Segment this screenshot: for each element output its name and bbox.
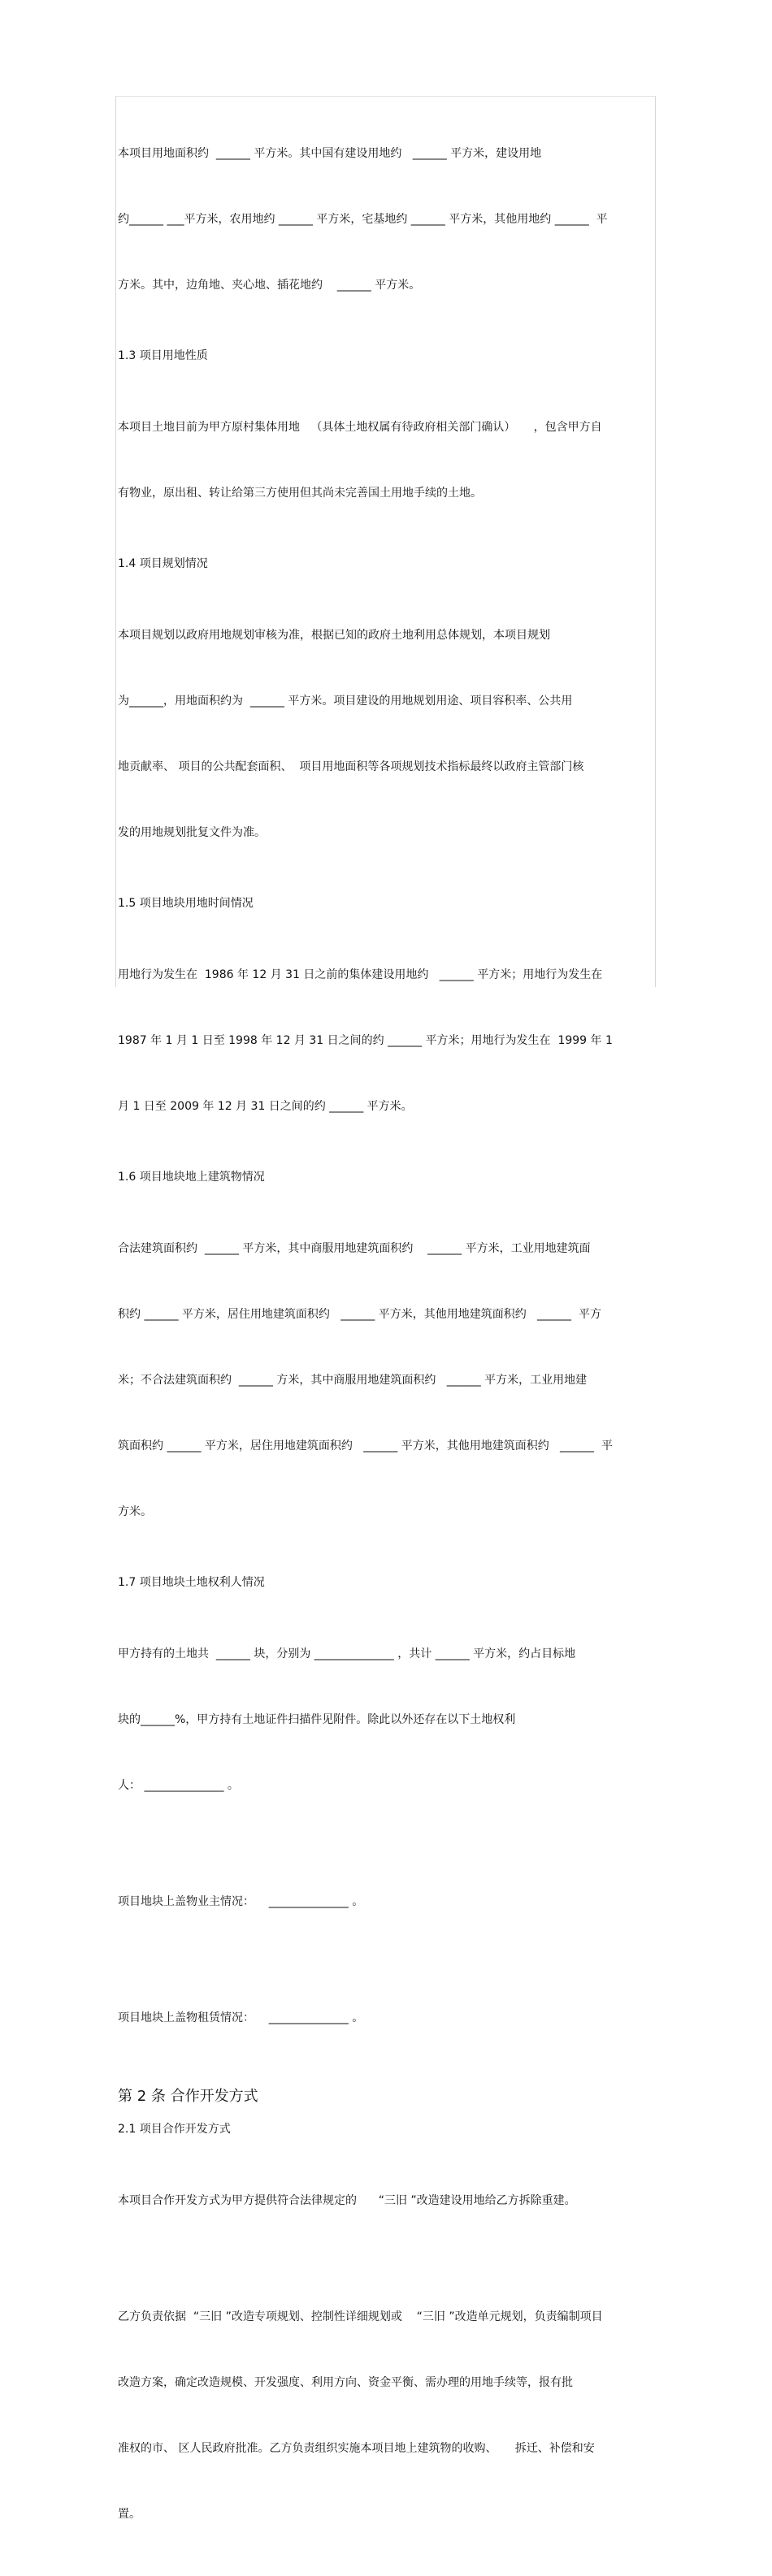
text-line: 改造方案，确定改造规模、开发强度、利用方向、资金平衡、需办理的用地手续等，报有批	[118, 2376, 573, 2389]
text-line: 本项目土地目前为甲方原村集体用地 （具体土地权属有待政府相关部门确认） ，包含甲方自	[118, 421, 602, 434]
text-line: 块的______%，甲方持有土地证件扫描件见附件。除此以外还存在以下土地权利	[118, 1713, 516, 1726]
text-line: 方米。	[118, 1505, 152, 1518]
paragraph-lease	[118, 1963, 654, 2073]
paragraph-buildings	[118, 1194, 654, 1567]
paragraph-land-use-time	[118, 920, 654, 1162]
text-line: 合法建筑面积约 ______ 平方米，其中商服用地建筑面积约 ______ 平方米，工业用地建筑面	[118, 1242, 591, 1255]
text-line: 地贡献率、 项目的公共配套面积、 项目用地面积等各项规划技术指标最终以政府主管部门核	[118, 760, 584, 773]
text-line: 月 1 日至 2009 年 12 月 31 日之间的约 ______ 平方米。	[118, 1100, 413, 1113]
text-line: 积约 ______ 平方米，居住用地建筑面积约 ______ 平方米，其他用地建筑面积约 ______ 平方	[118, 1308, 601, 1321]
text-line: 甲方持有的土地共 ______ 块，分别为 ______________ ，共计 ______ 平方米，约占目标地	[118, 1647, 576, 1660]
text-line: 置。	[118, 2508, 141, 2521]
heading-1-6: 1.6 项目地块地上建筑物情况	[118, 1171, 265, 1184]
text-line: 筑面积约 ______ 平方米，居住用地建筑面积约 ______ 平方米，其他用地建筑面积约 ______ 平	[118, 1440, 613, 1453]
paragraph-cooperation-mode	[118, 2146, 654, 2256]
text-line: 本项目用地面积约 ______ 平方米。其中国有建设用地约 ______ 平方米，建设用地	[118, 147, 542, 160]
paragraph-planning	[118, 581, 654, 888]
text-line: 发的用地规划批复文件为准。	[118, 826, 266, 839]
paragraph-land-area	[118, 99, 654, 340]
paragraph-land-nature	[118, 373, 654, 548]
text-line: 项目地块上盖物租赁情况： ______________ 。	[118, 2011, 364, 2024]
paragraph-party-b-duties	[118, 2262, 654, 2570]
text-line: 米；不合法建筑面积约 ______ 方米，其中商服用地建筑面积约 ______ 平方米，工业用地建	[118, 1374, 588, 1387]
text-line: 准权的市、 区人民政府批准。乙方负责组织实施本项目地上建筑物的收购、 拆迁、补偿和安	[118, 2442, 595, 2455]
heading-2-1: 2.1 项目合作开发方式	[118, 2123, 231, 2136]
text-line: 方米。其中，边角地、夹心地、插花地约 ______ 平方米。	[118, 279, 421, 292]
text-line: 1987 年 1 月 1 日至 1998 年 12 月 31 日之间的约 ______ 平方米；用地行为发生在 1999 年 1	[118, 1034, 613, 1047]
heading-1-4: 1.4 项目规划情况	[118, 557, 208, 570]
text-line: 用地行为发生在 1986 年 12 月 31 日之前的集体建设用地约 ______ 平方米；用地行为发生在	[118, 968, 603, 981]
heading-1-7: 1.7 项目地块土地权利人情况	[118, 1576, 265, 1589]
text-line: 约______ ___平方米，农用地约 ______ 平方米，宅基地约 ______ 平方米，其他用地约 ______ 平	[118, 213, 608, 226]
text-line: 本项目规划以政府用地规划审核为准，根据已知的政府土地利用总体规划，本项目规划	[118, 629, 550, 642]
text-line: 乙方负责依据 “三旧 ”改造专项规划、控制性详细规划或 “三旧 ”改造单元规划，负责编制项目	[118, 2310, 603, 2323]
document-body	[118, 99, 654, 2576]
text-line: 项目地块上盖物业主情况： ______________ 。	[118, 1895, 364, 1908]
text-line: 本项目合作开发方式为甲方提供符合法律规定的 “三旧 ”改造建设用地给乙方拆除重建。	[118, 2194, 576, 2207]
heading-article-2: 第 2 条 合作开发方式	[118, 2088, 258, 2105]
heading-1-5: 1.5 项目地块用地时间情况	[118, 897, 254, 910]
text-line: 人： ______________ 。	[118, 1779, 239, 1792]
paragraph-rights-holders	[118, 1600, 654, 1841]
text-line: 为______，用地面积约为 ______ 平方米。项目建设的用地规划用途、项目容积率、公共用	[118, 695, 573, 708]
heading-1-3: 1.3 项目用地性质	[118, 349, 208, 362]
text-line: 有物业，原出租、转让给第三方使用但其尚未完善国土用地手续的土地。	[118, 487, 482, 500]
paragraph-owner	[118, 1847, 654, 1957]
